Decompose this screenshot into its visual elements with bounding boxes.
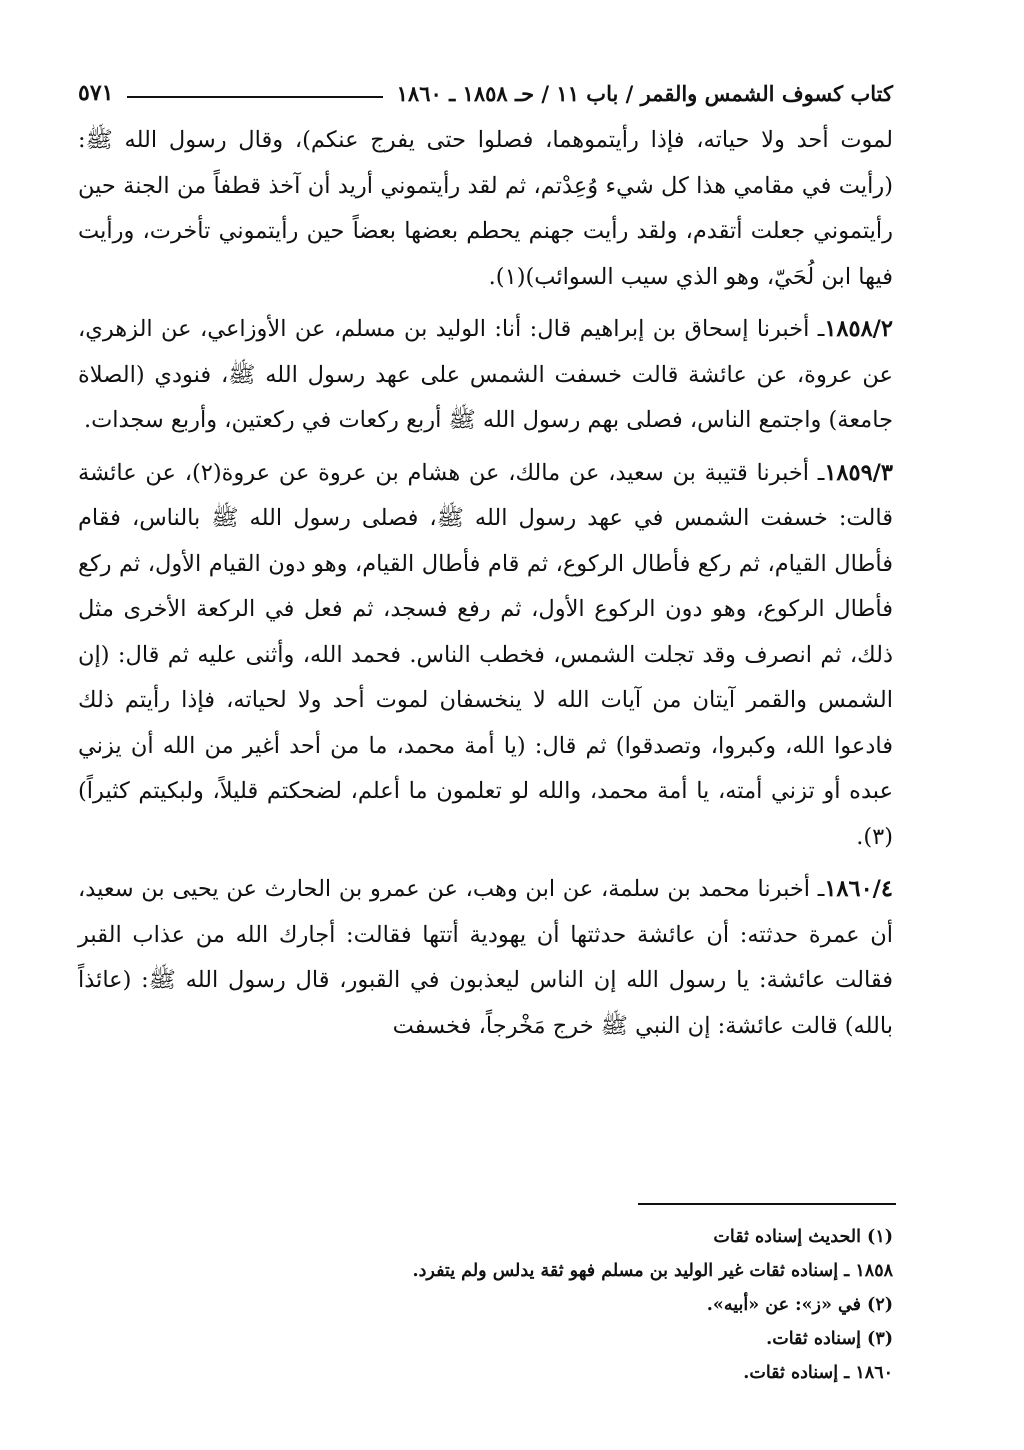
hadith-number: ١٨٦٠/٤ [824,876,893,902]
running-header [78,66,893,106]
page [78,66,893,1049]
page-number: ٥٧١ [78,80,114,106]
footnote: ١٨٦٠ ـ إسناده ثقات. [743,1363,893,1383]
paragraph [78,451,893,861]
paragraph [78,307,893,444]
footnote-separator [638,1203,896,1205]
header-rule [127,96,382,98]
footnotes [78,1220,893,1390]
paragraph [78,118,893,300]
paragraph-text: لموت أحد ولا حياته، فإذا رأيتموهما، فصلوا حتى يفرج عنكم)، وقال رسول الله ﷺ: (رأيت في مقامي هذا كل شيء وُعِدْتم، ثم لقد رأيتموني أريد أن آخذ قطفاً من الجنة حين رأيتموني جعلت أتقدم، ولقد رأيت جهنم يحطم بعضها بعضاً حين رأيتموني تأخرت، ورأيت فيها ابن لُحَيّ، وهو الذي سيب السوائب)(١). [78,127,893,290]
footnote: (٢) في «ز»: عن «أبيه». [706,1295,893,1315]
hadith-number: ١٨٥٩/٣ [824,459,893,486]
paragraph-text: ـ أخبرنا قتيبة بن سعيد، عن مالك، عن هشام بن عروة عن عروة(٢)، عن عائشة قالت: خسفت الشمس في عهد رسول الله ﷺ، فصلى رسول الله ﷺ بالناس، فقام فأطال القيام، ثم ركع فأطال الركوع، ثم قام فأطال القيام، وهو دون القيام الأول، ثم ركع فأطال الركوع، وهو دون الركوع الأول، ثم رفع فسجد، ثم فعل في الركعة الأخرى مثل ذلك، ثم انصرف وقد تجلت الشمس، فخطب الناس. فحمد الله، وأثنى عليه ثم قال: (إن الشمس والقمر آيتان من آيات الله لا ينخسفان لموت أحد ولا لحياته، فإذا رأيتم ذلك فادعوا الله، وكبروا، وتصدقوا) ثم قال: (يا أمة محمد، ما من أحد أغير من الله أن يزني عبده أو تزني أمته، يا أمة محمد، والله لو تعلمون ما أعلم، لضحكتم قليلاً، ولبكيتم كثيراً)(٣). [78,459,893,850]
paragraph-text: ـ أخبرنا إسحاق بن إبراهيم قال: أنا: الوليد بن مسلم، عن الأوزاعي، عن الزهري، عن عروة، عن عائشة قالت خسفت الشمس على عهد رسول الله ﷺ، فنودي (الصلاة جامعة) واجتمع الناس، فصلى بهم رسول الله ﷺ أربع ركعات في ركعتين، وأربع سجدات. [78,316,893,433]
running-title: كتاب كسوف الشمس والقمر / باب ١١ / حـ ١٨٥٨ ـ ١٨٦٠ [396,81,893,106]
footnote: (١) الحديث إسناده ثقات [713,1227,893,1247]
paragraph [78,867,893,1049]
paragraph-text: ـ أخبرنا محمد بن سلمة، عن ابن وهب، عن عمرو بن الحارث عن يحيى بن سعيد، أن عمرة حدثته: أن عائشة حدثتها أن يهودية أتتها فقالت: أجارك الله من عذاب القبر فقالت عائشة: يا رسول الله إن الناس ليعذبون في القبور، قال رسول الله ﷺ: (عائذاً بالله) قالت عائشة: إن النبي ﷺ خرج مَخْرجاً، فخسفت [78,876,893,1039]
footnote: (٣) إسناده ثقات. [766,1329,893,1349]
footnote: ١٨٥٨ ـ إسناده ثقات غير الوليد بن مسلم فهو ثقة يدلس ولم يتفرد. [412,1261,893,1281]
main-text [78,118,893,1049]
hadith-number: ١٨٥٨/٢ [824,316,893,342]
